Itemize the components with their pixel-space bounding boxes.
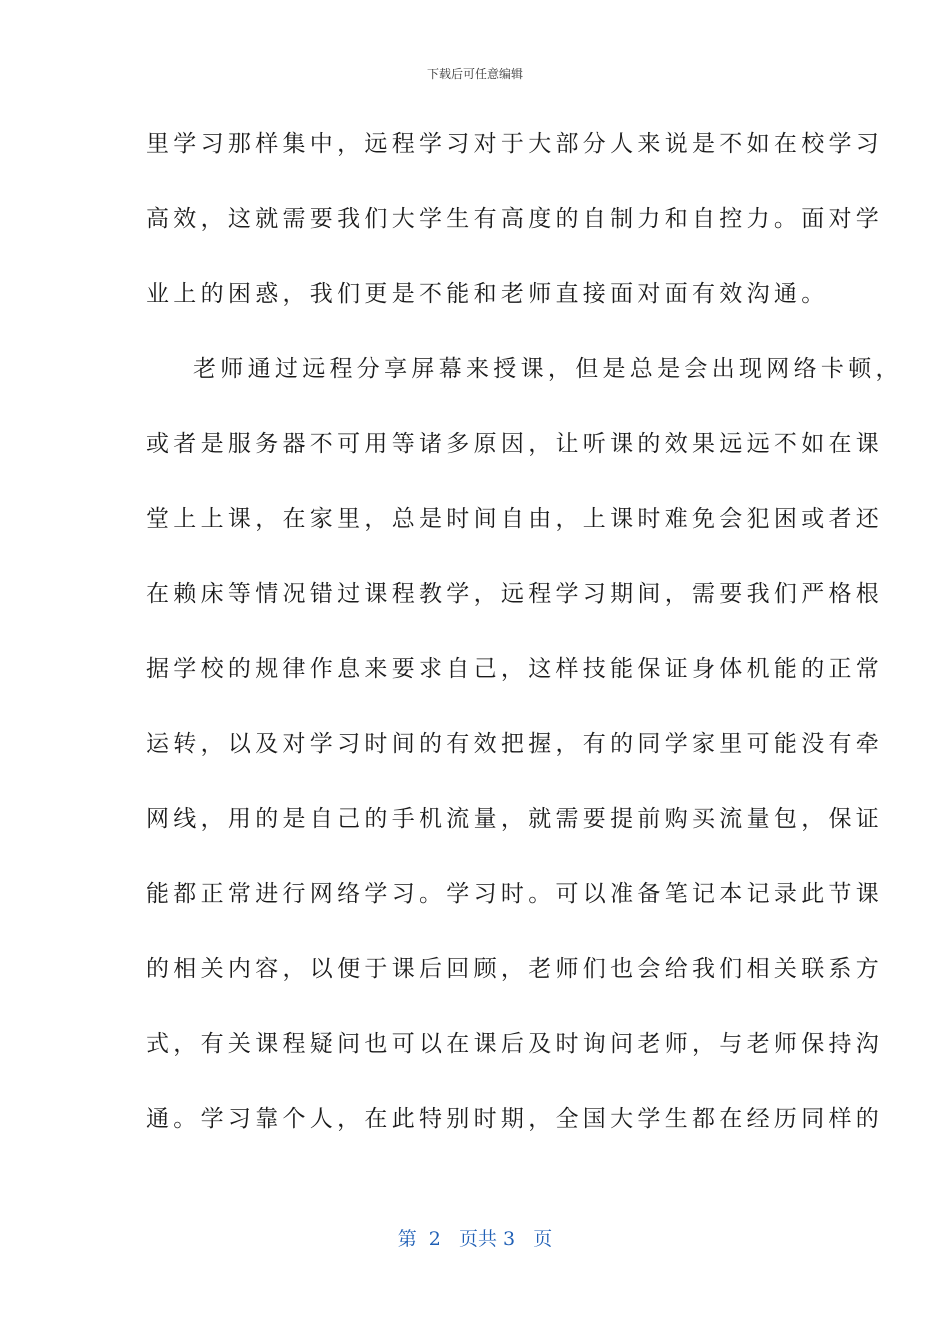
text-line: 运转，以及对学习时间的有效把握，有的同学家里可能没有牵 <box>146 731 884 757</box>
text-line: 里学习那样集中，远程学习对于大部分人来说是不如在校学习 <box>146 131 884 157</box>
text-line: 据学校的规律作息来要求自己，这样技能保证身体机能的正常 <box>146 656 884 682</box>
page-number-footer: 第 2 页共 3 页 <box>397 1228 553 1250</box>
text-line: 能都正常进行网络学习。学习时。可以准备笔记本记录此节课 <box>146 881 884 907</box>
text-line: 高效，这就需要我们大学生有高度的自制力和自控力。面对学 <box>146 206 884 232</box>
text-line: 的相关内容，以便于课后回顾，老师们也会给我们相关联系方 <box>146 956 884 982</box>
paragraph-first-line: 老师通过远程分享屏幕来授课，但是总是会出现网络卡顿， <box>193 356 903 382</box>
text-line: 式，有关课程疑问也可以在课后及时询问老师，与老师保持沟 <box>146 1031 884 1057</box>
text-line: 堂上上课，在家里，总是时间自由，上课时难免会犯困或者还 <box>146 506 884 532</box>
text-line: 在赖床等情况错过课程教学，远程学习期间，需要我们严格根 <box>146 581 884 607</box>
body-text <box>146 118 903 1168</box>
page-header: 下载后可任意编辑 <box>426 67 523 81</box>
text-line: 网线，用的是自己的手机流量，就需要提前购买流量包，保证 <box>146 806 884 832</box>
text-line: 或者是服务器不可用等诸多原因，让听课的效果远远不如在课 <box>146 431 884 457</box>
text-line: 业上的困惑，我们更是不能和老师直接面对面有效沟通。 <box>146 281 829 307</box>
text-line: 通。学习靠个人，在此特别时期，全国大学生都在经历同样的 <box>146 1106 884 1132</box>
